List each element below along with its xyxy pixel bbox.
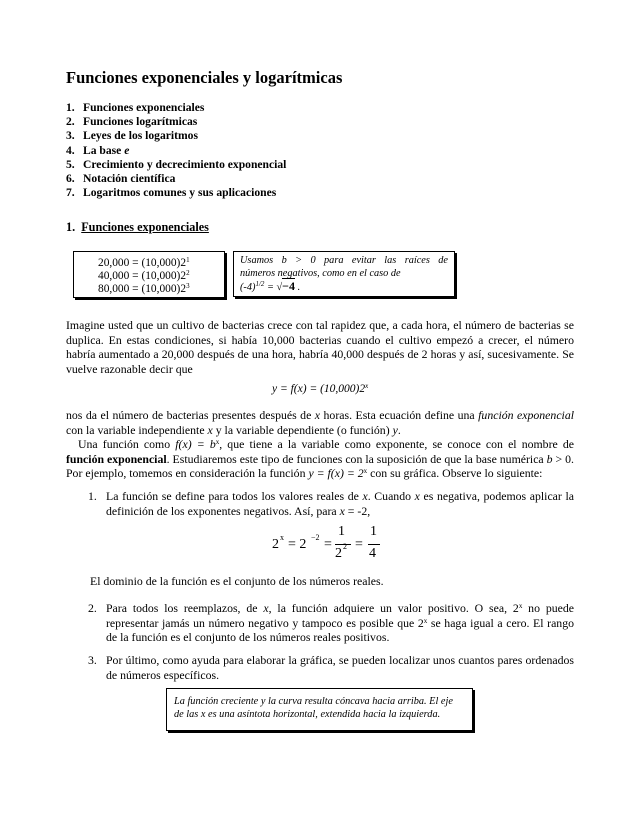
sqrt-icon: √	[276, 282, 283, 293]
list-number: 3.	[88, 653, 97, 667]
graph-note-line: La función creciente y la curva resulta cóncava hacia arriba. El eje	[174, 696, 453, 707]
equation-exponent: 3	[186, 282, 190, 290]
formula-exponent: 2	[343, 542, 347, 551]
toc-item	[66, 158, 286, 172]
section-heading	[66, 220, 209, 235]
paragraph-exponential-function: Una función como $f(x) = b^x$, que tiene a la variable como exponente, se conoce con el nombre de función exponencial. Estudiaremos este tipo de funciones con la suposición de que la base numérica b > 0. Por ejemplo, tomemos en consideración la función $y = f(x) = 2^x$ con su gráfica. Observe lo siguiente:	[66, 437, 574, 481]
strong-term: función exponencial	[66, 451, 167, 466]
fraction-bar	[368, 544, 380, 545]
toc-label: Logaritmos comunes y sus aplicaciones	[83, 186, 277, 200]
equations-box	[73, 251, 225, 298]
section-title: Funciones exponenciales	[81, 220, 209, 234]
equation-exponent: 2	[186, 269, 190, 277]
section-number: 1.	[66, 220, 76, 234]
toc-number: 3.	[66, 129, 75, 143]
intro-paragraph: Imagine usted que un cultivo de bacterias crece con tal rapidez que, a cada hora, el número de bacterias se duplica. En estas condiciones, si había 10,000 bacterias cuando el cultivo empezó a crecer, el número habría aumentado a 20,000 después de una hora, habría 40,000 después de 2 horas y así, sucesivamente. Se vuelve razonable decir que	[66, 318, 574, 376]
note-box	[233, 251, 455, 297]
equation-line	[98, 282, 190, 296]
toc-number: 4.	[66, 143, 75, 157]
equation-line	[98, 256, 190, 270]
list-item	[66, 601, 574, 645]
table-of-contents	[66, 101, 286, 200]
fraction-numerator: 1	[338, 524, 345, 539]
graph-note-box	[166, 688, 473, 731]
note-base: (-4)	[240, 282, 256, 293]
note-radicand: −4	[282, 279, 295, 293]
fraction-denominator: 2	[335, 546, 342, 561]
toc-item	[66, 144, 286, 158]
fraction-numerator: 1	[370, 524, 377, 539]
page-title: Funciones exponenciales y logarítmicas	[66, 68, 343, 87]
list-item	[66, 489, 574, 519]
note-exponent: 1/2	[255, 280, 265, 288]
toc-item	[66, 115, 286, 129]
toc-number: 5.	[66, 157, 75, 171]
note-end: .	[295, 282, 301, 293]
equation-text: 20,000 = (10,000)2	[98, 257, 187, 269]
main-equation	[272, 383, 368, 395]
list-item	[66, 653, 574, 683]
list-text: Por último, como ayuda para elaborar la gráfica, se pueden localizar unos cuantos pares ordenados de números específicos.	[106, 653, 574, 682]
toc-label: Notación científica	[83, 172, 176, 186]
note-line: números negativos, como en el caso de	[240, 267, 401, 279]
toc-label: Funciones logarítmicas	[83, 115, 198, 129]
formula-equals: = 2	[288, 537, 307, 552]
note-line: Usamos b > 0 para evitar las raíces de	[240, 255, 448, 266]
list-number: 1.	[88, 489, 97, 503]
toc-number: 7.	[66, 186, 75, 200]
equation-text: 40,000 = (10,000)2	[98, 270, 187, 282]
toc-label: Crecimiento y decrecimiento exponencial	[83, 157, 287, 171]
formula-equals: =	[355, 537, 363, 552]
item1-formula	[272, 524, 382, 566]
toc-number: 1.	[66, 101, 75, 114]
formula-exponent: −2	[311, 533, 320, 542]
list-number: 2.	[88, 601, 97, 615]
main-equation-text: y = f(x) = (10,000)2	[272, 383, 366, 395]
toc-label: La base	[83, 143, 122, 157]
toc-item	[66, 172, 286, 186]
note-line	[240, 280, 448, 295]
toc-base-e: e	[124, 143, 130, 157]
equation-line	[98, 269, 190, 283]
equation-text: 80,000 = (10,000)2	[98, 283, 187, 295]
fraction-denominator: 4	[369, 546, 376, 561]
domain-sentence: El dominio de la función es el conjunto de los números reales.	[90, 574, 384, 588]
emphasis-term: función exponencial	[478, 408, 575, 422]
toc-item	[66, 186, 286, 200]
equation-exponent: 1	[186, 256, 190, 264]
toc-label: Funciones exponenciales	[83, 101, 205, 114]
formula-exponent: x	[280, 533, 284, 542]
paragraph-definition: nos da el número de bacterias presentes después de x horas. Esta ecuación define una función exponencial con la variable independiente x y la variable dependiente (o función) y.	[66, 408, 575, 437]
formula-base: 2	[272, 537, 279, 552]
graph-note-line: de las x es una asíntota horizontal, extendida hacia la izquierda.	[174, 709, 441, 720]
toc-label: Leyes de los logaritmos	[83, 129, 198, 143]
main-equation-exponent: x	[365, 382, 369, 390]
note-equals: =	[264, 282, 277, 293]
list-text: Para todos los reemplazos, de x, la función adquiere un valor positivo. O sea, 2$^x$ no puede representar jamás un número negativo y tampoco es posible que 2$^x$ se haga igual a cero. El rango de la función es el conjunto de los números reales positivos.	[106, 601, 575, 645]
toc-number: 2.	[66, 115, 75, 129]
list-text: La función se define para todos los valores reales de x. Cuando x es negativa, podemos aplicar la definición de los exponentes negativos. Así, para x = -2,	[106, 489, 575, 518]
toc-item	[66, 129, 286, 143]
toc-number: 6.	[66, 172, 75, 186]
formula-equals: =	[324, 537, 332, 552]
toc-item	[66, 101, 286, 115]
